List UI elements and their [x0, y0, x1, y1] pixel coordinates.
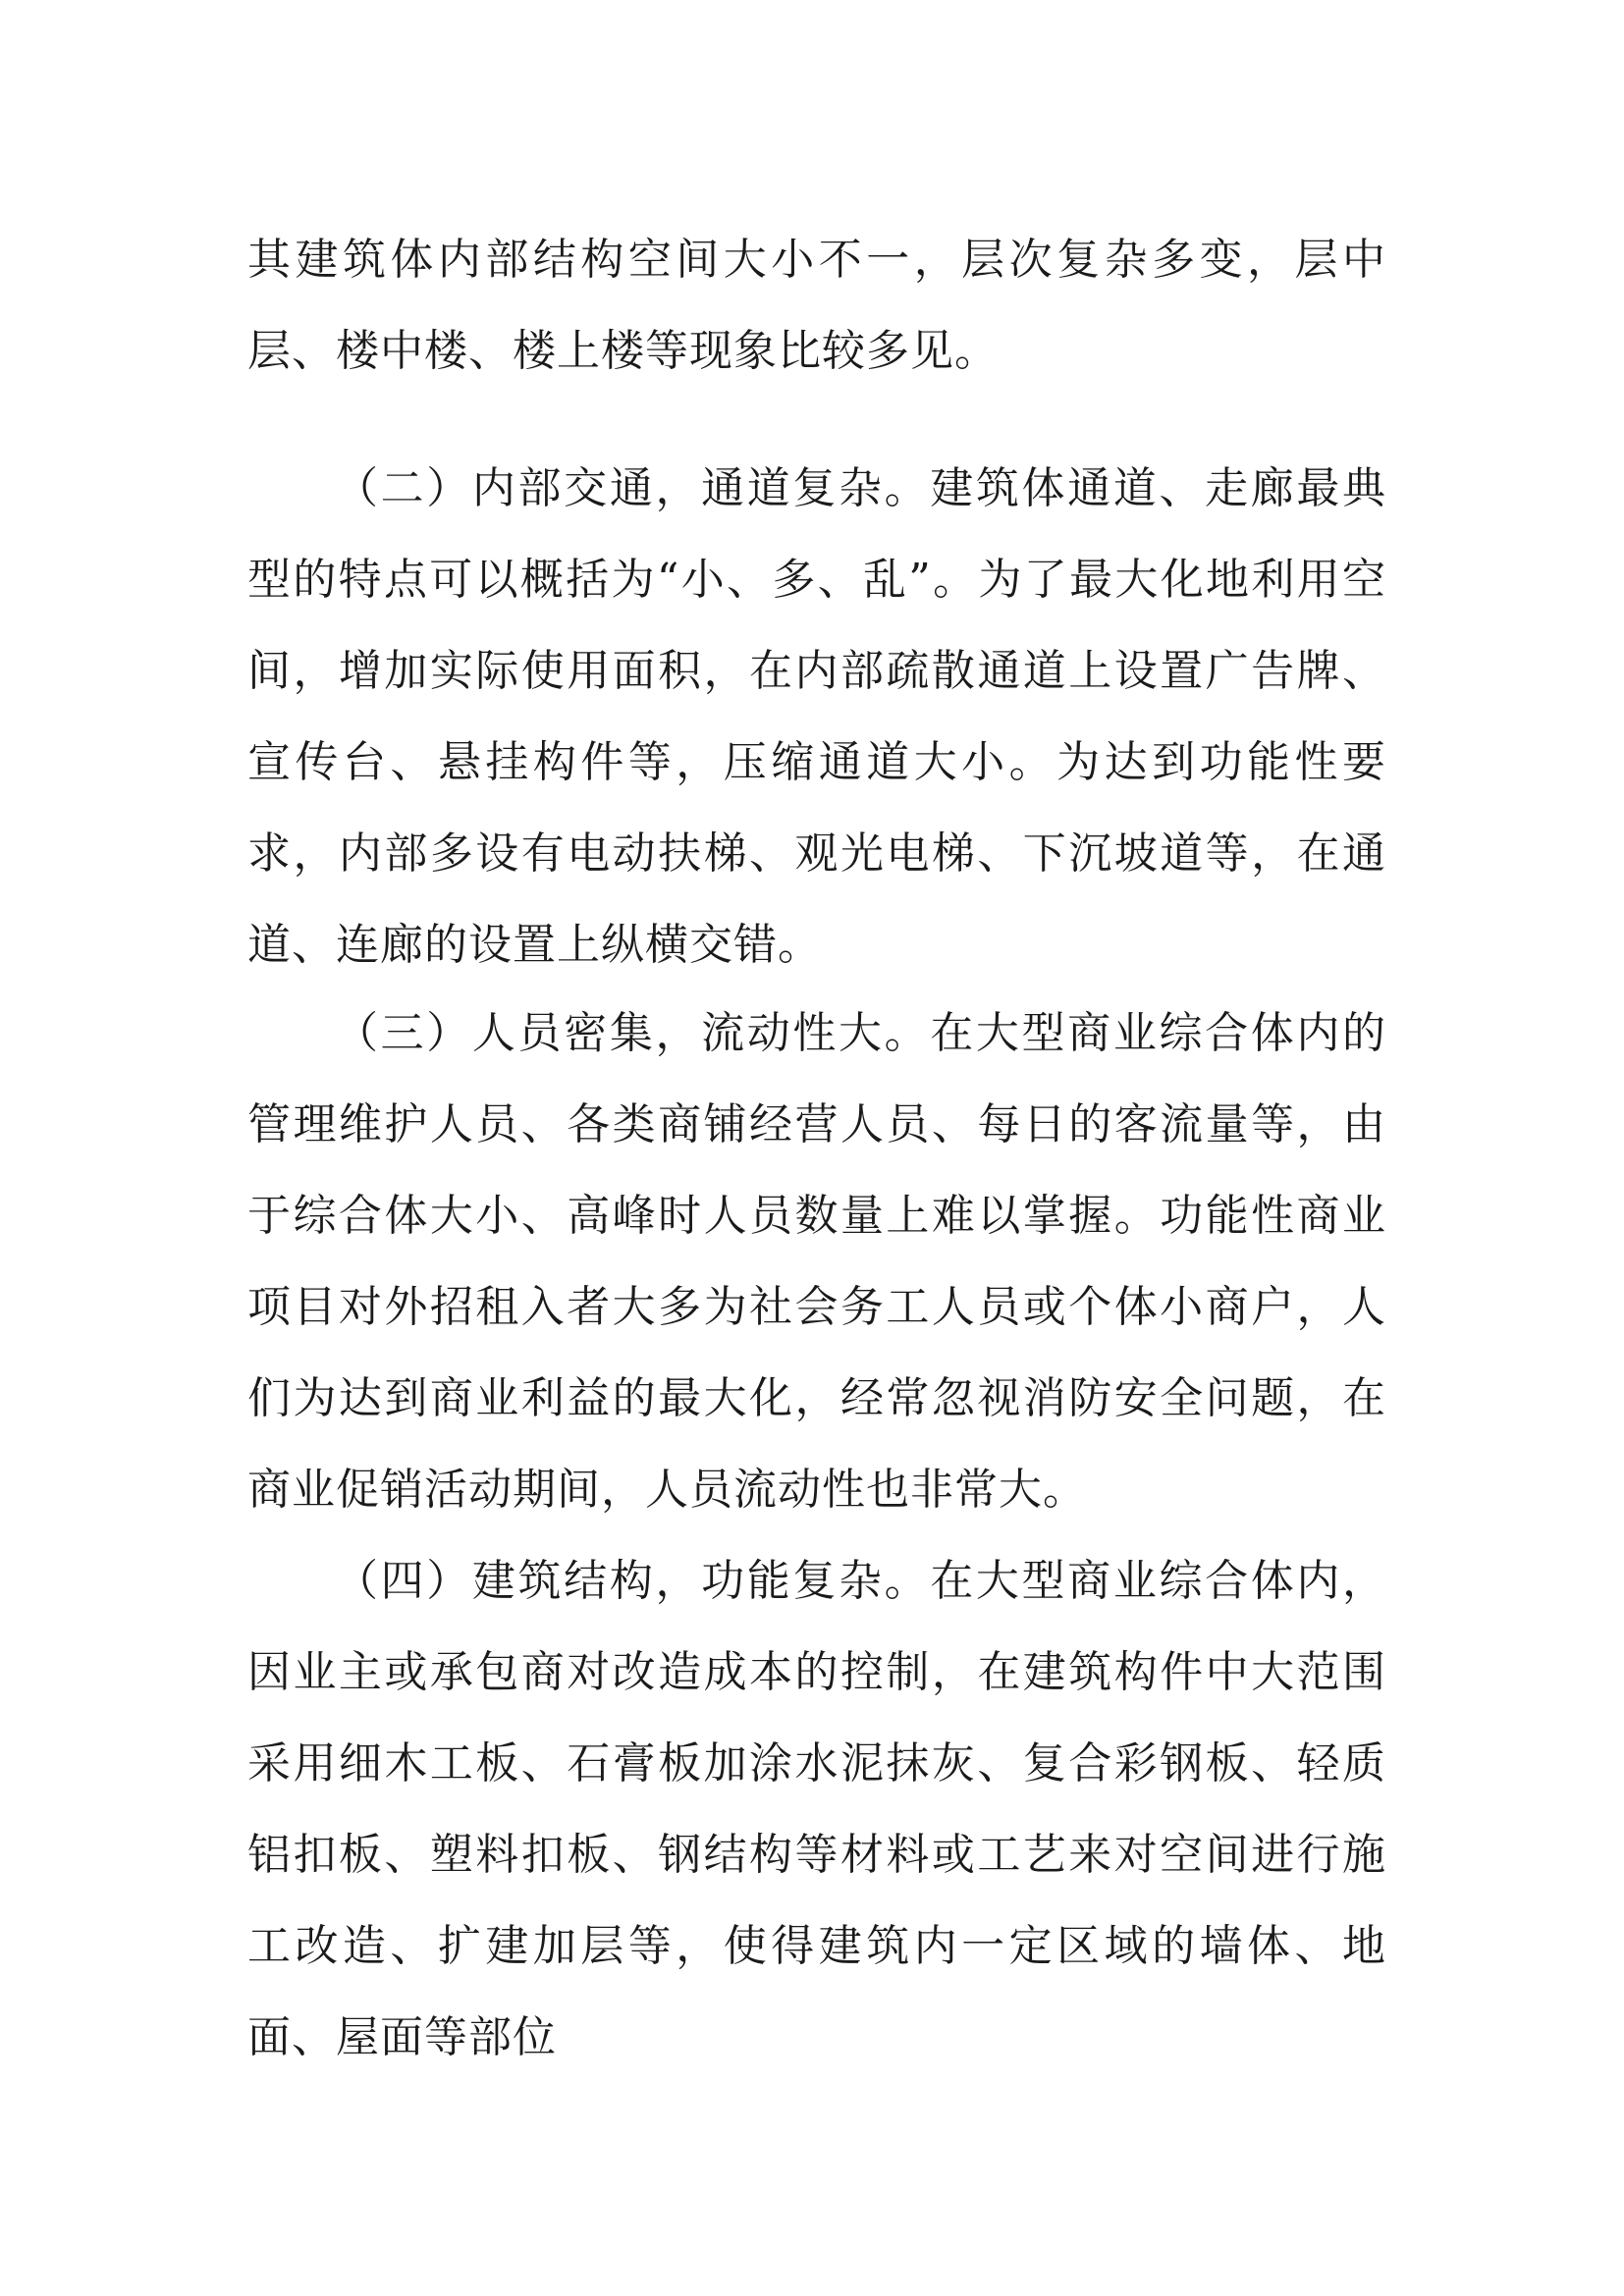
section-2-block	[247, 443, 1386, 990]
paragraph-continuation: 其建筑体内部结构空间大小不一，层次复杂多变，层中层、楼中楼、楼上楼等现象比较多见。	[247, 235, 1386, 376]
paragraph-section-4: （四）建筑结构，功能复杂。在大型商业综合体内，因业主或承包商对改造成本的控制，在建筑构件中大范围采用细木工板、石膏板加涂水泥抹灰、复合彩钢板、轻质铝扣板、塑料扣板、钢结构等材料或工艺来对空间进行施工改造、扩建加层等，使得建筑内一定区域的墙体、地面、屋面等部位	[247, 1556, 1386, 2062]
section-3-block	[247, 988, 1386, 1535]
paragraph-section-2: （二）内部交通，通道复杂。建筑体通道、走廊最典型的特点可以概括为“小、多、乱”。为了最大化地利用空间，增加实际使用面积，在内部疏散通道上设置广告牌、宣传台、悬挂构件等，压缩通道大小。为达到功能性要求，内部多设有电动扶梯、观光电梯、下沉坡道等，在通道、连廊的设置上纵横交错。	[247, 463, 1386, 970]
paragraph-continuation-block	[247, 214, 1386, 397]
section-4-block	[247, 1535, 1386, 2083]
paragraph-section-3: （三）人员密集，流动性大。在大型商业综合体内的管理维护人员、各类商铺经营人员、每日的客流量等，由于综合体大小、高峰时人员数量上难以掌握。功能性商业项目对外招租入者大多为社会务工人员或个体小商户，人们为达到商业利益的最大化，经常忽视消防安全问题，在商业促销活动期间，人员流动性也非常大。	[247, 1008, 1386, 1515]
